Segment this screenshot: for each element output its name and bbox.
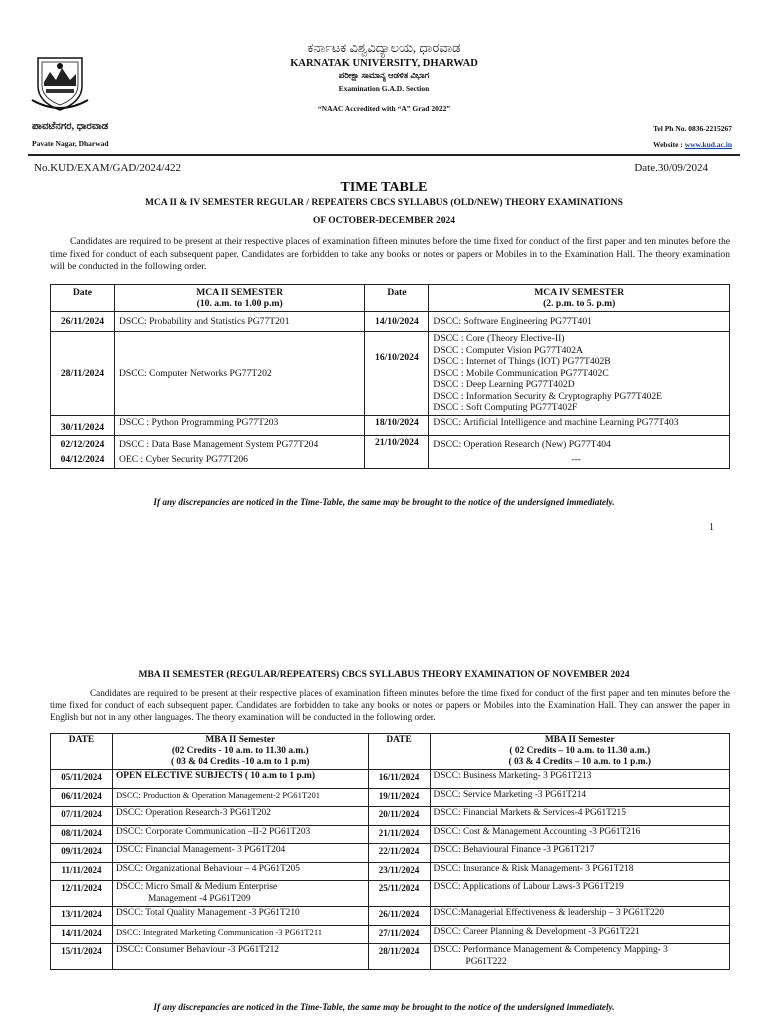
header-label: MCA II SEMESTER <box>196 287 284 298</box>
elective-item: DSCC : Mobile Communication PG77T402C <box>433 367 609 379</box>
subject-line: Management -4 PG61T209 <box>147 893 251 904</box>
subject-cell: DSCC: Total Quality Management -3 PG61T210 <box>112 907 368 926</box>
reference-number: No.KUD/EXAM/GAD/2024/422 <box>34 162 181 174</box>
address-kannada: ಪಾವಟೆನಗರ, ಧಾರವಾಡ <box>32 121 109 132</box>
header-time: (10. a.m. to 1.00 p.m) <box>196 298 283 309</box>
subject-cell: DSCC: Consumer Behaviour -3 PG61T212 <box>112 944 368 970</box>
column-header-date: Date <box>365 285 429 312</box>
mca-subtitle-period: OF OCTOBER-DECEMBER 2024 <box>313 216 455 226</box>
mca-instructions: Candidates are required to be present at their respective places of examination fifteen minutes before the time fixed for conduct of the first paper and ten minutes before the time fixed for conduct of each subsequent paper. Candidates are forbidden to take any books or notes or papers or Mobiles in to the Examination Hall. The theory examination will be conducted in the following order. <box>50 236 730 272</box>
date-cell: 28/11/2024 <box>51 332 115 416</box>
subject-cell: DSCC: Financial Markets & Services-4 PG61T215 <box>430 807 730 826</box>
subject-cell: DSCC: Software Engineering PG77T401 <box>429 312 730 332</box>
subject-value: DSCC: Operation Research (New) PG77T404 <box>433 438 611 450</box>
column-header-date: DATE <box>51 734 113 770</box>
elective-item: DSCC : Computer Vision PG77T402A <box>433 344 583 356</box>
date-cell: 26/11/2024 <box>51 312 115 332</box>
table-row <box>51 435 730 468</box>
table-header-row <box>51 285 730 312</box>
date-cell: 11/11/2024 <box>51 862 113 881</box>
mba-discrepancy-note: If any discrepancies are noticed in the Time-Table, the same may be brought to the notice of the undersigned immediately. <box>153 1002 615 1012</box>
website-label: Website : <box>653 140 685 149</box>
subject-line: PG61T222 <box>465 956 507 967</box>
header-label: MCA IV SEMESTER <box>534 287 625 298</box>
header-time: (2. p.m. to 5. p.m) <box>543 298 616 309</box>
page-number: 1 <box>709 522 714 533</box>
subject-cell <box>430 944 730 970</box>
table-row <box>51 332 730 416</box>
header-time: ( 03 & 04 Credits -10 a.m to 1 p.m) <box>170 757 310 767</box>
date-cell: 16/10/2024 <box>365 332 429 416</box>
date-cell: 21/11/2024 <box>368 825 430 844</box>
subject-cell: DSCC: Cost & Management Accounting -3 PG61T216 <box>430 825 730 844</box>
subject-line: DSCC: Performance Management & Competency Mapping- 3 <box>433 945 668 955</box>
subject-cell <box>114 435 364 468</box>
subject-value: --- <box>571 453 581 465</box>
date-cell: 08/11/2024 <box>51 825 113 844</box>
subject-cell: DSCC: Insurance & Risk Management- 3 PG61T218 <box>430 862 730 881</box>
subject-cell: DSCC: Probability and Statistics PG77T201 <box>114 312 364 332</box>
subject-cell: DSCC: Behavioural Finance -3 PG61T217 <box>430 844 730 863</box>
subject-cell: DSCC: Production & Operation Management-2 PG61T201 <box>112 788 368 807</box>
column-header-date: DATE <box>368 734 430 770</box>
subject-cell: DSCC: Corporate Communication –II-2 PG61T203 <box>112 825 368 844</box>
subject-cell: DSCC: Applications of Labour Laws-3 PG61T219 <box>430 881 730 907</box>
date-cell: 20/11/2024 <box>368 807 430 826</box>
timetable-title: TIME TABLE <box>340 180 428 195</box>
subject-cell: DSCC: Service Marketing -3 PG61T214 <box>430 788 730 807</box>
table-row <box>51 788 730 807</box>
date-cell: 27/11/2024 <box>368 925 430 944</box>
date-cell: 19/11/2024 <box>368 788 430 807</box>
date-value: 04/12/2024 <box>60 453 105 465</box>
elective-item: DSCC : Information Security & Cryptography PG77T402E <box>433 390 663 402</box>
date-cell: 18/10/2024 <box>365 415 429 435</box>
elective-item: DSCC : Soft Computing PG77T402F <box>433 402 578 413</box>
mca-timetable <box>50 284 730 469</box>
date-cell: 16/11/2024 <box>368 770 430 789</box>
date-cell: 12/11/2024 <box>51 881 113 907</box>
date-cell: 28/11/2024 <box>368 944 430 970</box>
university-title-kannada: ಕರ್ನಾಟಕ ವಿಶ್ವವಿದ್ಯಾಲಯ, ಧಾರವಾಡ <box>307 40 461 55</box>
date-cell: 14/11/2024 <box>51 925 113 944</box>
subject-cell: DSCC : Python Programming PG77T203 <box>114 415 364 435</box>
table-row <box>51 944 730 970</box>
section-title-kannada: ಪರೀಕ್ಷಾ ಸಾಮಾನ್ಯ ಆಡಳಿತ ವಿಭಾಗ <box>338 70 430 80</box>
subject-cell: OPEN ELECTIVE SUBJECTS ( 10 a.m to 1 p.m) <box>112 770 368 789</box>
subject-cell: DSCC: Computer Networks PG77T202 <box>114 332 364 416</box>
mca-discrepancy-note: If any discrepancies are noticed in the Time-Table, the same may be brought to the notice of the undersigned immediately. <box>153 497 615 507</box>
column-header-mca-ii <box>114 285 364 312</box>
date-cell: 09/11/2024 <box>51 844 113 863</box>
header-time: ( 03 & 4 Credits – 10 a.m. to 1 p.m.) <box>508 757 652 767</box>
header-time: ( 02 Credits – 10 a.m. to 11.30 a.m.) <box>509 746 651 756</box>
table-row <box>51 844 730 863</box>
date-cell: 06/11/2024 <box>51 788 113 807</box>
column-header-mca-iv <box>429 285 730 312</box>
date-cell: 05/11/2024 <box>51 770 113 789</box>
subject-cell: DSCC: Operation Research-3 PG61T202 <box>112 807 368 826</box>
header-time: (02 Credits - 10 a.m. to 11.30 a.m.) <box>171 746 309 756</box>
table-row <box>51 881 730 907</box>
elective-heading: DSCC : Core (Theory Elective-II) <box>433 333 565 344</box>
elective-item: DSCC : Deep Learning PG77T402D <box>433 379 575 390</box>
subject-cell: DSCC: Career Planning & Development -3 PG61T221 <box>430 925 730 944</box>
mba-heading: MBA II SEMESTER (REGULAR/REPEATERS) CBCS SYLLABUS THEORY EXAMINATION OF NOVEMBER 2024 <box>138 670 630 680</box>
website <box>653 140 732 149</box>
subject-cell <box>112 881 368 907</box>
header-label: MBA II Semester <box>544 735 615 745</box>
mba-instructions: Candidates are required to be present at their respective places of examination fifteen minutes before the time fixed for conduct of the first paper and ten minutes before the time fixed for conduct of each subsequent paper. Candidates are forbidden to take any books or notes or papers or Mobiles into the Examination Hall. They can answer the paper in English but not in any other languages. The theory examination will be conducted in the following order. <box>50 688 730 722</box>
subject-cell: DSCC: Business Marketing- 3 PG61T213 <box>430 770 730 789</box>
table-row <box>51 415 730 435</box>
table-row <box>51 925 730 944</box>
university-title: KARNATAK UNIVERSITY, DHARWAD <box>290 58 478 69</box>
naac-accreditation: “NAAC Accredited with “A” Grad 2022” <box>317 104 451 113</box>
subject-cell: DSCC: Organizational Behaviour – 4 PG61T205 <box>112 862 368 881</box>
column-header-mba-right <box>430 734 730 770</box>
date-cell: 26/11/2024 <box>368 907 430 926</box>
elective-item: DSCC : Internet of Things (IOT) PG77T402B <box>433 356 611 367</box>
table-row <box>51 770 730 789</box>
table-row <box>51 312 730 332</box>
date-cell: 25/11/2024 <box>368 881 430 907</box>
subject-cell: DSCC: Integrated Marketing Communication -3 PG61T211 <box>112 925 368 944</box>
website-link[interactable]: www.kud.ac.in <box>684 140 732 149</box>
table-row <box>51 862 730 881</box>
section-title: Examination G.A.D. Section <box>338 84 430 93</box>
table-row <box>51 825 730 844</box>
header-divider <box>28 154 740 156</box>
subject-cell: DSCC:Managerial Effectiveness & leadership – 3 PG61T220 <box>430 907 730 926</box>
date-cell: 07/11/2024 <box>51 807 113 826</box>
table-header-row <box>51 734 730 770</box>
subject-cell: DSCC: Artificial Intelligence and machine Learning PG77T403 <box>429 415 730 435</box>
date-cell: 14/10/2024 <box>365 312 429 332</box>
date-cell: 23/11/2024 <box>368 862 430 881</box>
mba-timetable <box>50 733 730 970</box>
subject-line: DSCC: Micro Small & Medium Enterprise <box>115 882 278 892</box>
date-cell: 22/11/2024 <box>368 844 430 863</box>
subject-value: DSCC : Data Base Management System PG77T204 <box>118 438 319 450</box>
subject-cell: DSCC: Financial Management- 3 PG61T204 <box>112 844 368 863</box>
column-header-date: Date <box>51 285 115 312</box>
date-cell: 30/11/2024 <box>51 415 115 435</box>
telephone: Tel Ph No. 0836-2215267 <box>653 124 732 133</box>
table-row <box>51 907 730 926</box>
date-cell: 13/11/2024 <box>51 907 113 926</box>
date-cell: 15/11/2024 <box>51 944 113 970</box>
header-label: MBA II Semester <box>205 735 276 745</box>
date-cell: 21/10/2024 <box>365 435 429 468</box>
subject-cell <box>429 435 730 468</box>
subject-cell-electives <box>429 332 730 416</box>
address: Pavate Nagar, Dharwad <box>32 139 109 148</box>
date-value: 02/12/2024 <box>60 438 105 450</box>
mca-subtitle: MCA II & IV SEMESTER REGULAR / REPEATERS CBCS SYLLABUS (OLD/NEW) THEORY EXAMINATIONS <box>145 198 623 208</box>
date-cell <box>51 435 115 468</box>
document-date: Date.30/09/2024 <box>634 162 708 174</box>
subject-value: OEC : Cyber Security PG77T206 <box>118 453 248 465</box>
column-header-mba-left <box>112 734 368 770</box>
table-row <box>51 807 730 826</box>
